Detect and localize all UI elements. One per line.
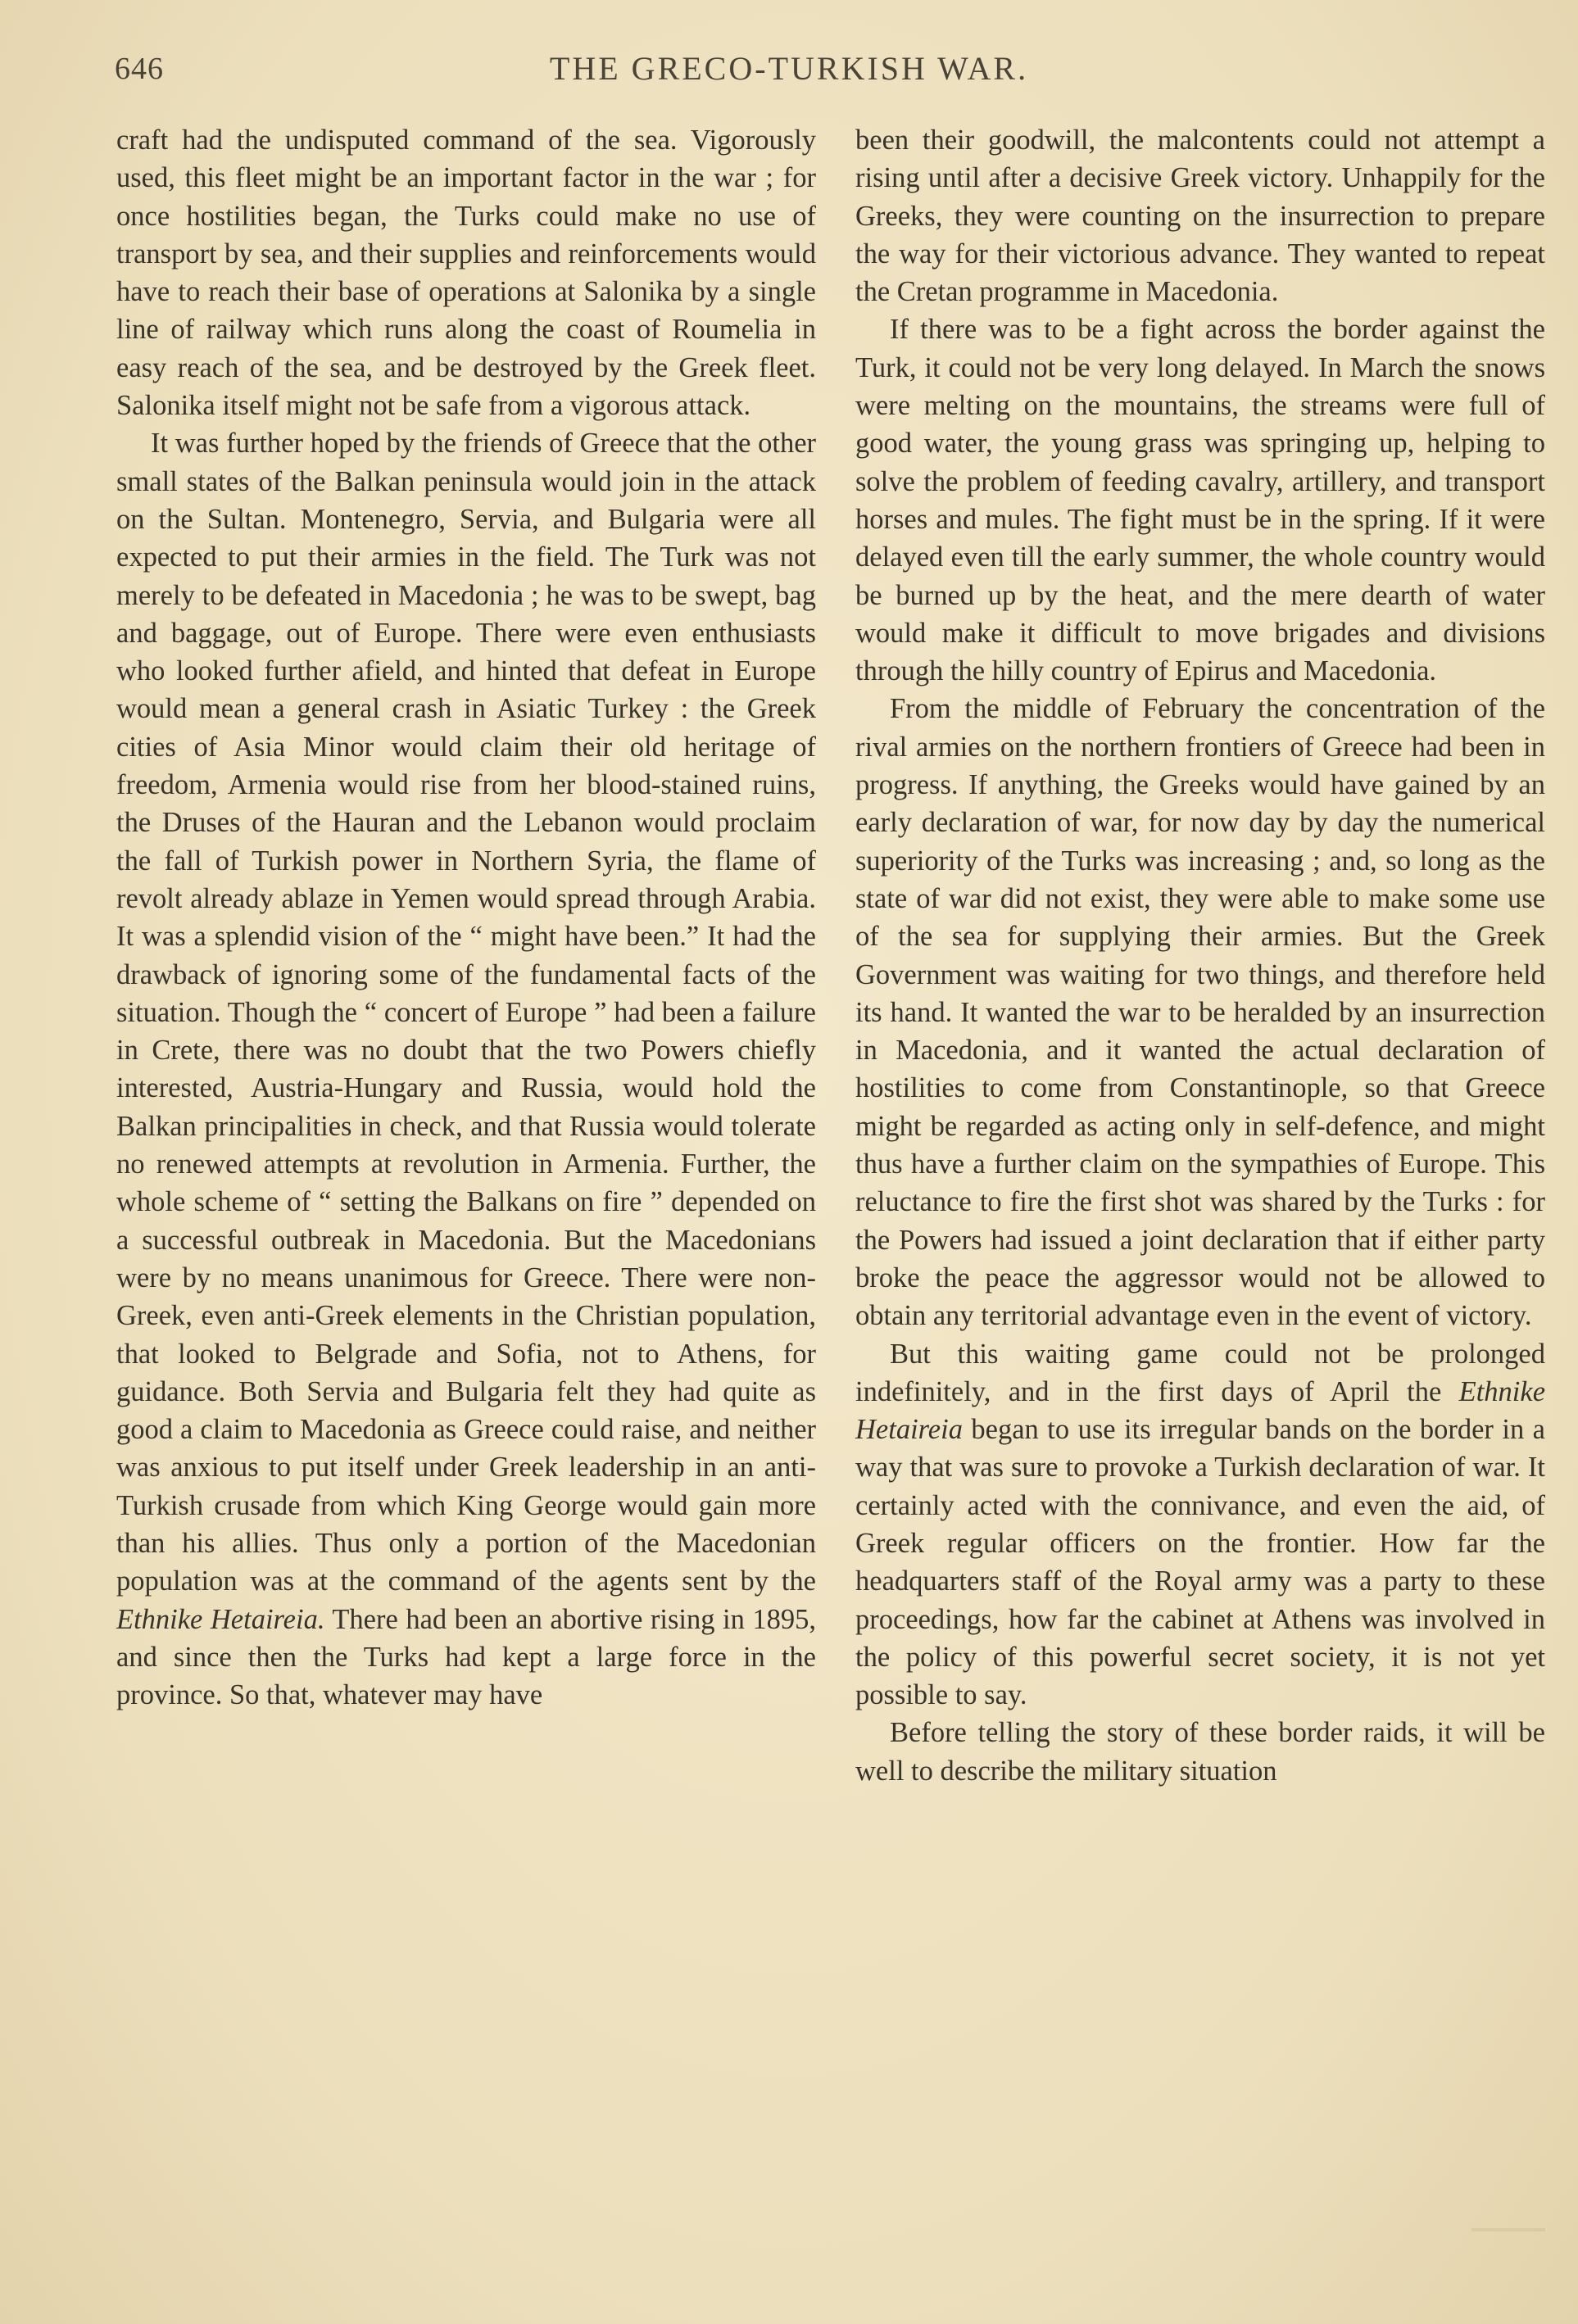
- paragraph: Before telling the story of these border raids, it will be well to describe the military situation: [855, 1717, 1545, 1787]
- paragraph: From the middle of February the concentration of the rival armies on the northern frontiers of Greece had been in progress. If anything, the Greeks would have gained by an early declaration of war, for now day by day the numerical superiority of the Turks was increasing ; and, so long as the state of war did not exist, they were able to make some use of the sea for supplying their armies. But the Greek Government was waiting for two things, and therefore held its hand. It wanted the war to be heralded by an insurrection in Macedonia, and it wanted the actual declaration of hostilities to come from Constantinople, so that Greece might be regarded as acting only in self-defence, and might thus have a further claim on the sympathies of Europe. This reluctance to fire the first shot was shared by the Turks : for the Powers had issued a joint declaration that if either party broke the peace the aggressor would not be allowed to obtain any territorial advantage even in the event of victory.: [855, 693, 1545, 1332]
- right-column: [855, 121, 1545, 1790]
- paragraph-text: began to use its irregular bands on the border in a way that was sure to provoke a Turkish declaration of war. It certainly acted with the connivance, and even the aid, of Greek regular officers on the frontier. How far the headquarters staff of the Royal army was a party to these proceedings, how far the cabinet at Athens was involved in the policy of this powerful secret society, it is not yet possible to say.: [855, 1414, 1545, 1711]
- paragraph-text: But this waiting game could not be prolonged indefinitely, and in the first days of April the: [855, 1338, 1545, 1407]
- paragraph: craft had the undisputed command of the sea. Vigorously used, this fleet might be an important factor in the war ; for once hostilities began, the Turks could make no use of transport by sea, and their supplies and reinforcements would have to reach their base of operations at Salonika by a single line of railway which runs along the coast of Roumelia in easy reach of the sea, and be destroyed by the Greek fleet. Salonika itself might not be safe from a vigorous attack.: [116, 125, 816, 422]
- society-name: Ethnike Hetaireia.: [116, 1603, 325, 1635]
- left-column: [116, 121, 816, 1714]
- page-smudge: [1471, 2228, 1545, 2231]
- paragraph-text: There had been an abortive rising in 1895, and since then the Turks had kept a large force in the province. So that, whatever may have: [116, 1603, 816, 1711]
- paragraph: [116, 424, 816, 1714]
- paragraph: If there was to be a fight across the border against the Turk, it could not be very long delayed. In March the snows were melting on the mountains, the streams were full of good water, the young grass was springing up, helping to solve the problem of feeding cavalry, artillery, and transport horses and mules. The fight must be in the spring. If it were delayed even till the early summer, the whole country would be burned up by the heat, and the mere dearth of water would make it difficult to move brigades and divisions through the hilly country of Epirus and Macedonia.: [855, 314, 1545, 687]
- page-number: 646: [115, 52, 164, 86]
- society-name: Ethnike Hetaireia: [855, 1375, 1546, 1446]
- paragraph: [855, 1335, 1545, 1715]
- running-title: THE GRECO-TURKISH WAR.: [549, 50, 1029, 87]
- paragraph-text: It was further hoped by the friends of Greece that the other small states of the Balkan peninsula would join in the attack on the Sultan. Montenegro, Servia, and Bulgaria were all expected to put their armies in the field. The Turk was not merely to be defeated in Macedonia ; he was to be swept, bag and baggage, out of Europe. There were even enthusiasts who looked further afield, and hinted that defeat in Europe would mean a general crash in Asiatic Turkey : the Greek cities of Asia Minor would claim their old heritage of freedom, Armenia would rise from her blood-stained ruins, the Druses of the Hauran and the Lebanon would proclaim the fall of Turkish power in Northern Syria, the flame of revolt already ablaze in Yemen would spread through Arabia. It was a splendid vision of the “ might have been.” It had the drawback of ignoring some of the fundamental facts of the situation. Though the “ concert of Europe ” had been a failure in Crete, there was no doubt that the two Powers chiefly interested, Austria-Hungary and Russia, would hold the Balkan principalities in check, and that Russia would tolerate no renewed attempts at revolution in Armenia. Further, the whole scheme of “ setting the Balkans on fire ” depended on a successful outbreak in Macedonia. But the Macedonians were by no means unanimous for Greece. There were non-Greek, even anti-Greek elements in the Christian population, that looked to Belgrade and Sofia, not to Athens, for guidance. Both Servia and Bulgaria felt they had quite as good a claim to Macedonia as Greece could raise, and neither was anxious to put itself under Greek leadership in an anti-Turkish crusade from which King George would gain more than his allies. Thus only a portion of the Macedonian population was at the command of the agents sent by the: [116, 428, 816, 1597]
- paragraph: been their goodwill, the malcontents could not attempt a rising until after a decisive Greek victory. Unhappily for the Greeks, they were counting on the insurrection to prepare the way for their victorious advance. They wanted to repeat the Cretan programme in Macedonia.: [855, 125, 1545, 308]
